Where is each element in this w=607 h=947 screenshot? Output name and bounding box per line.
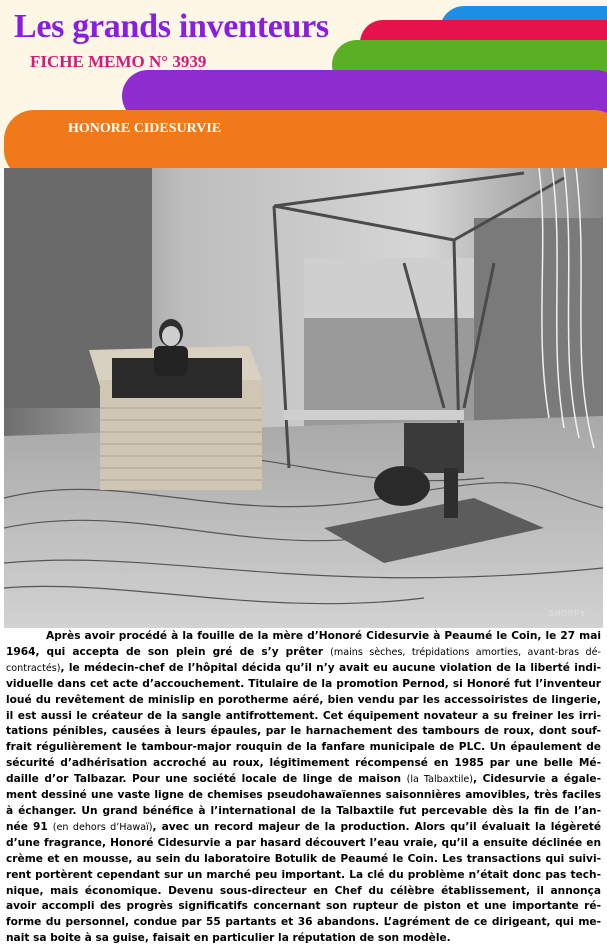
page-title: Les grands inventeurs xyxy=(14,8,329,45)
article-line: daille d’or Talbazar. Pour une société locale de linge de maison (la Talbaxtile), Cidesurvie a égale- xyxy=(6,773,601,786)
article-line: d’une fragrance, Honoré Cidesurvie a par hasard découvert l’eau vraie, qu’il a ensuite déclinée en xyxy=(6,836,601,849)
article-line: tations pénibles, causées à leurs épaules, par le harnachement des tambours de roux, dont souf- xyxy=(6,725,601,738)
article-line: avoir accompli des progrès significatifs concernant son rupteur de piston et une importante ré- xyxy=(6,900,601,913)
inventor-photo xyxy=(4,168,603,628)
article-line: contractés), le médecin-chef de l’hôpital décida qu’il n’y avait eu aucune violation de la liberté indi- xyxy=(6,661,601,674)
article-line: nique, mais économique. Devenu sous-directeur en Chef du célèbre établissement, il annonça xyxy=(6,884,601,897)
header-banner xyxy=(0,0,607,168)
article-line: rent portèrent cependant sur un marché peu important. La clé du problème n’était donc pas tech- xyxy=(6,868,601,881)
article-line: loué du revêtement de minislip en porotherme aéré, bien vendu par les accessoiristes de lingerie, xyxy=(6,693,601,706)
article-line: Après avoir procédé à la fouille de la mère d’Honoré Cidesurvie à Peaumé le Coin, le 27 mai xyxy=(46,630,601,642)
photo-watermark: SHORPY xyxy=(549,609,586,618)
article-line: à échanger. Un grand bénéfice à l’international de la Talbaxtile fut percevable dès la fin de l’an- xyxy=(6,804,601,817)
article-line: 1964, qui accepta de son plein gré de s’y prêter (mains sèches, trépidations amorties, avant-bras dé- xyxy=(6,645,602,658)
article-line: forme du personnel, condue par 55 partants et 36 abandons. L’agrément de ce dirigeant, qui me- xyxy=(6,916,601,929)
banner-orange-band xyxy=(4,110,607,168)
article-line: viduelle dans cet acte d’accouchement. Titulaire de la promotion Pernod, si Honoré fut l’inventeur xyxy=(6,677,601,690)
memo-number: FICHE MEMO N° 3939 xyxy=(30,52,207,71)
article-line: sécurité d’adhérisation accroché au roux, légitimement récompensé en 1985 par une belle Mé- xyxy=(6,757,601,770)
article-line: nait sa boite à sa guise, faisait en particulier la réputation de son modèle. xyxy=(6,932,451,945)
article-line: ment dessiné une vaste ligne de chemises pseudohawaïennes saisonnières amovibles, très faciles xyxy=(6,789,601,802)
article-line: crème et en mousse, au sein du laboratoire Botulik de Peaumé le Coin. Les transactions qui suivi- xyxy=(6,852,601,865)
article-line: frait régulièrement le tambour-major rouquin de la fanfare municipale de PLC. Un épaulement de xyxy=(6,741,601,754)
article-line: née 91 (en dehors d’Hawaï), avec un record majeur de la production. Alors qu’il évaluait la légèreté xyxy=(6,820,602,833)
article-body xyxy=(6,629,601,947)
inventor-name: HONORE CIDESURVIE xyxy=(68,121,222,136)
article-line: il est aussi le créateur de la sangle antifrottement. Cet équipement novateur a su freiner les irri- xyxy=(6,709,601,722)
